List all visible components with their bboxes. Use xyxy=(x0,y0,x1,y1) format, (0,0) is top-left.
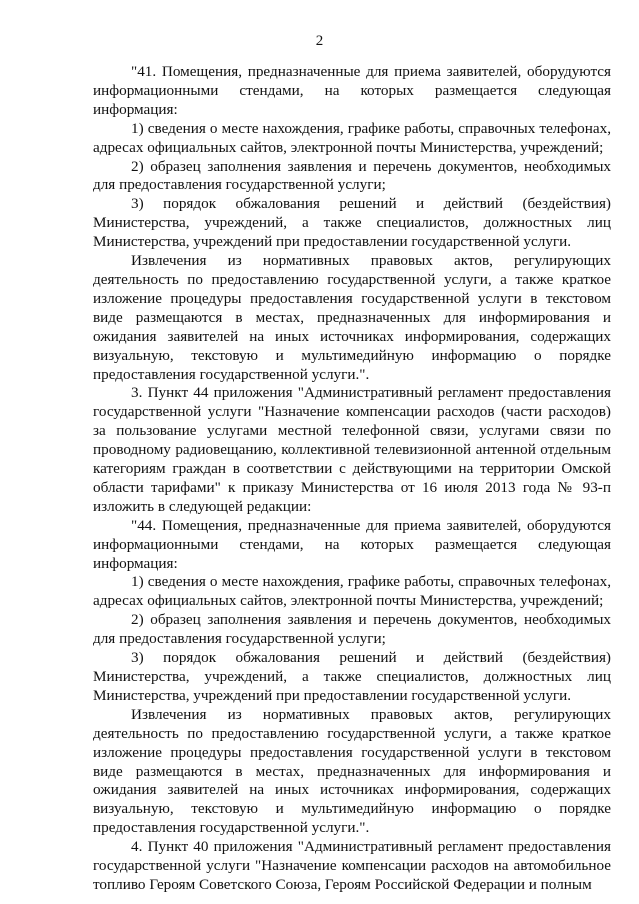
paragraph-44-item-2: 2) образец заполнения заявления и перечень документов, необходимых для предоставления государственной услуги; xyxy=(93,611,611,648)
paragraph-41-item-2: 2) образец заполнения заявления и перечень документов, необходимых для предоставления государственной услуги; xyxy=(93,157,611,194)
paragraph-44-item-1: 1) сведения о месте нахождения, графике работы, справочных телефонах, адресах официальных сайтов, электронной почты Министерства, учреждений; xyxy=(93,573,611,610)
paragraph-41-item-1: 1) сведения о месте нахождения, графике работы, справочных телефонах, адресах официальных сайтов, электронной почты Министерства, учреждений; xyxy=(93,119,611,156)
paragraph-44-intro: "44. Помещения, предназначенные для приема заявителей, оборудуются информационными стендами, на которых размещается следующая информация: xyxy=(93,516,611,572)
paragraph-44-extracts: Извлечения из нормативных правовых актов, регулирующих деятельность по предоставлению государственной услуги, а также краткое изложение процедуры предоставления государственной услуги в текстовом виде размещаются в местах, предназначенных для информирования и ожидания заявителей на иных источниках информирования, содержащих визуальную, текстовую и мультимедийную информацию о порядке предоставления государственной услуги.". xyxy=(93,705,611,837)
paragraph-41-intro: "41. Помещения, предназначенные для приема заявителей, оборудуются информационными стендами, на которых размещается следующая информация: xyxy=(93,63,611,118)
page-number: 2 xyxy=(315,33,324,49)
paragraph-41-extracts: Извлечения из нормативных правовых актов, регулирующих деятельность по предоставлению государственной услуги, а также краткое изложение процедуры предоставления государственной услуги в текстовом виде размещаются в местах, предназначенных для информирования и ожидания заявителей на иных источниках информирования, содержащих визуальную, текстовую и мультимедийную информацию о порядке предоставления государственной услуги.". xyxy=(93,252,611,383)
document-body xyxy=(93,63,611,895)
paragraph-41-item-3: 3) порядок обжалования решений и действий (бездействия) Министерства, учреждений, а также специалистов, должностных лиц Министерства, учреждений при предоставлении государственной услуги. xyxy=(93,195,611,251)
paragraph-point-4: 4. Пункт 40 приложения "Административный регламент предоставления государственной услуги "Назначение компенсации расходов на автомобильное топливо Героям Советского Союза, Героям Российской Федерации и полным xyxy=(93,838,611,893)
paragraph-44-item-3: 3) порядок обжалования решений и действий (бездействия) Министерства, учреждений, а также специалистов, должностных лиц Министерства, учреждений при предоставлении государственной услуги. xyxy=(93,649,611,704)
paragraph-point-3: 3. Пункт 44 приложения "Административный регламент предоставления государственной услуги "Назначение компенсации расходов (части расходов) за пользование услугами местной телефонной связи, услугами связи по проводному радиовещанию, коллективной телевизионной антенной отдельным категориям граждан в соответствии с действующими на территории Омской области тарифами" к приказу Министерства от 16 июля 2013 года № 93-п изложить в следующей редакции: xyxy=(93,384,611,515)
